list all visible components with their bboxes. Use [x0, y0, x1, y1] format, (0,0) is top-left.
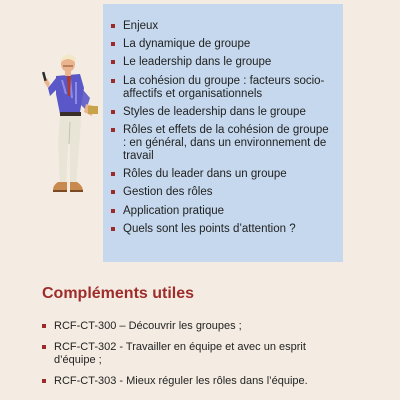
topic-item: [111, 106, 335, 119]
bullet-square-icon: [111, 24, 115, 28]
topic-text: La dynamique de groupe: [123, 38, 251, 51]
topic-item: [111, 38, 335, 51]
complements-list: [42, 320, 342, 396]
topic-item: [111, 223, 335, 236]
bullet-square-icon: [42, 345, 46, 349]
topic-item: [111, 205, 335, 218]
topic-text: Rôles et effets de la cohésion de groupe : en général, dans un environnement de travail: [123, 123, 329, 162]
topic-item: [111, 20, 335, 33]
bullet-square-icon: [111, 227, 115, 231]
topic-item: [111, 168, 335, 181]
bullet-square-icon: [111, 42, 115, 46]
bullet-square-icon: [42, 324, 46, 328]
complement-item: [42, 375, 342, 388]
topic-text: Gestion des rôles: [123, 186, 213, 199]
bullet-square-icon: [111, 209, 115, 213]
topic-item: [111, 75, 335, 101]
topic-text: Enjeux: [123, 20, 159, 32]
topic-text: Rôles du leader dans un groupe: [123, 168, 287, 181]
topic-item: [111, 186, 335, 199]
complement-text: RCF-CT-302 - Travailler en équipe et avec un esprit d’équipe ;: [54, 341, 306, 366]
topic-text: Application pratique: [123, 204, 225, 217]
bullet-square-icon: [42, 379, 46, 383]
complement-text: RCF-CT-300 – Découvrir les groupes ;: [54, 320, 242, 332]
topic-item: [111, 124, 335, 163]
bullet-square-icon: [111, 190, 115, 194]
bullet-square-icon: [111, 110, 115, 114]
bullet-square-icon: [111, 172, 115, 176]
topic-text: Quels sont les points d’attention ?: [123, 222, 296, 235]
presenter-figure-illustration: [40, 48, 102, 200]
topics-panel: [103, 4, 343, 262]
complement-item: [42, 320, 342, 333]
complement-item: [42, 341, 342, 367]
bullet-square-icon: [111, 79, 115, 83]
topic-text: Le leadership dans le groupe: [123, 56, 272, 69]
topic-item: [111, 56, 335, 69]
topic-text: La cohésion du groupe : facteurs socio-affectifs et organisationnels: [123, 74, 325, 100]
topics-list: [111, 20, 335, 236]
complements-title: Compléments utiles: [42, 285, 195, 302]
complement-text: RCF-CT-303 - Mieux réguler les rôles dans l’équipe.: [54, 375, 308, 387]
bullet-square-icon: [111, 60, 115, 64]
bullet-square-icon: [111, 128, 115, 132]
topic-text: Styles de leadership dans le groupe: [123, 105, 306, 118]
